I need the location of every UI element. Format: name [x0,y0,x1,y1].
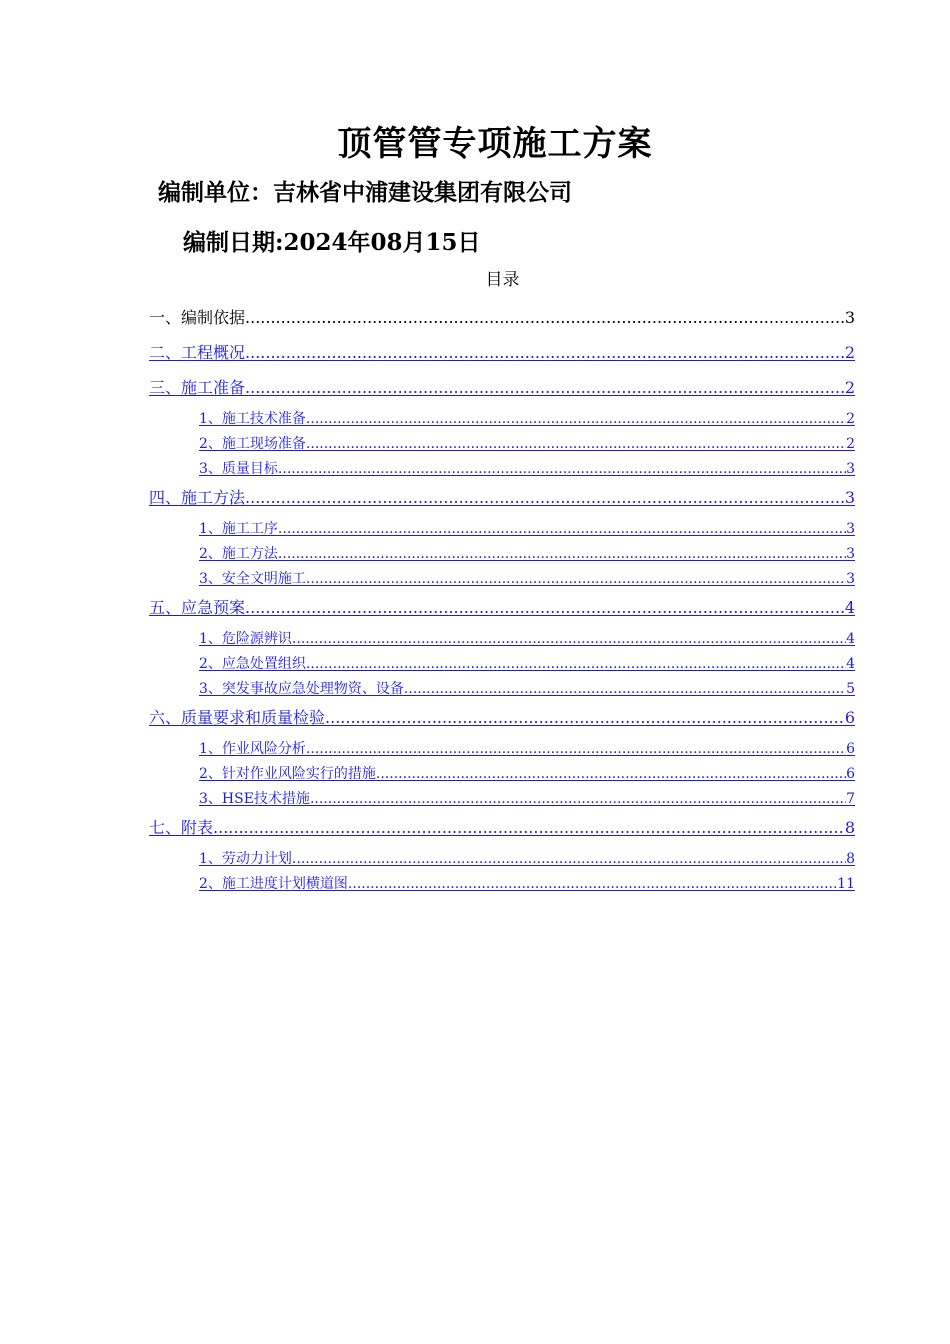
toc-entry-page-number: 8 [844,817,855,837]
toc-dot-leader [245,303,845,333]
toc-entry-section[interactable] [149,700,855,735]
toc-entry-label: 3、HSE技术措施 [199,791,310,807]
table-of-contents [149,300,855,895]
toc-dot-leader [278,518,846,540]
toc-entry-page-number: 5 [846,681,855,697]
toc-entry-label: 七、附表 [149,817,214,837]
toc-entry-label: 一、编制依据 [149,307,246,327]
toc-entry-page-number: 3 [844,307,855,327]
toc-entry-page-number: 4 [846,656,855,672]
toc-dot-leader [325,703,845,733]
toc-entry-label: 2、施工进度计划横道图 [199,876,348,892]
toc-entry-page-number: 3 [844,487,855,507]
toc-entry-subsection[interactable] [199,870,855,895]
compiling-unit: 编制单位：吉林省中浦建设集团有限公司 [158,179,572,206]
toc-entry-subsection[interactable] [199,430,855,455]
toc-dot-leader [310,788,846,810]
toc-entry-subsection[interactable] [199,540,855,565]
toc-dot-leader [292,628,846,650]
toc-entry-page-number: 3 [846,521,855,537]
toc-entry-section[interactable] [149,590,855,625]
toc-heading: 目录 [485,270,520,290]
toc-dot-leader [306,433,846,455]
toc-entry-label: 三、施工准备 [149,377,246,397]
toc-entry-label: 2、施工现场准备 [199,436,306,452]
toc-entry-label: 1、作业风险分析 [199,741,306,757]
toc-entry-label: 3、突发事故应急处理物资、设备 [199,681,404,697]
toc-entry-section[interactable] [149,370,855,405]
toc-entry-label: 1、劳动力计划 [199,851,292,867]
toc-entry-label: 1、施工技术准备 [199,411,306,427]
toc-entry-section[interactable] [149,335,855,370]
toc-entry-page-number: 3 [846,571,855,587]
toc-dot-leader [245,373,845,403]
toc-dot-leader [306,653,846,675]
toc-dot-leader [306,408,846,430]
toc-entry-page-number: 11 [837,876,855,892]
toc-entry-subsection[interactable] [199,785,855,810]
toc-entry-subsection[interactable] [199,650,855,675]
toc-entry-subsection[interactable] [199,565,855,590]
toc-entry-page-number: 2 [846,411,855,427]
toc-entry-page-number: 2 [844,342,855,362]
toc-dot-leader [348,873,837,895]
toc-entry-label: 二、工程概况 [149,342,246,362]
toc-dot-leader [292,848,846,870]
document-title: 顶管管专项施工方案 [337,124,653,164]
toc-entry-page-number: 6 [844,707,855,727]
toc-entry-page-number: 4 [844,597,855,617]
toc-entry-label: 3、安全文明施工 [199,571,306,587]
toc-entry-subsection[interactable] [199,455,855,480]
toc-entry-subsection[interactable] [199,675,855,700]
toc-dot-leader [213,813,845,843]
toc-entry-label: 3、质量目标 [199,461,278,477]
toc-dot-leader [376,763,846,785]
toc-entry-subsection[interactable] [199,735,855,760]
toc-entry-subsection[interactable] [199,405,855,430]
toc-entry-page-number: 4 [846,631,855,647]
toc-dot-leader [404,678,846,700]
toc-entry-page-number: 6 [846,741,855,757]
toc-entry-subsection[interactable] [199,845,855,870]
toc-dot-leader [278,458,846,480]
toc-dot-leader [245,483,845,513]
toc-dot-leader [306,738,846,760]
toc-dot-leader [278,543,846,565]
toc-entry-label: 2、针对作业风险实行的措施 [199,766,376,782]
compiling-date: 编制日期:2024年08月15日 [183,229,481,256]
toc-entry-subsection[interactable] [199,760,855,785]
toc-entry-label: 五、应急预案 [149,597,246,617]
toc-entry-label: 四、施工方法 [149,487,246,507]
toc-entry-page-number: 7 [846,791,855,807]
toc-dot-leader [245,593,845,623]
toc-entry-label: 2、施工方法 [199,546,278,562]
toc-entry-subsection[interactable] [199,625,855,650]
toc-entry-page-number: 2 [844,377,855,397]
toc-entry-subsection[interactable] [199,515,855,540]
toc-entry-page-number: 6 [846,766,855,782]
toc-entry-section [149,300,855,335]
toc-entry-label: 1、危险源辨识 [199,631,292,647]
toc-entry-label: 六、质量要求和质量检验 [149,707,326,727]
toc-dot-leader [306,568,846,590]
toc-dot-leader [245,338,845,368]
toc-entry-section[interactable] [149,480,855,515]
toc-entry-label: 1、施工工序 [199,521,278,537]
toc-entry-page-number: 3 [846,546,855,562]
toc-entry-label: 2、应急处置组织 [199,656,306,672]
toc-entry-page-number: 2 [846,436,855,452]
toc-entry-section[interactable] [149,810,855,845]
toc-entry-page-number: 8 [846,851,855,867]
toc-entry-page-number: 3 [846,461,855,477]
